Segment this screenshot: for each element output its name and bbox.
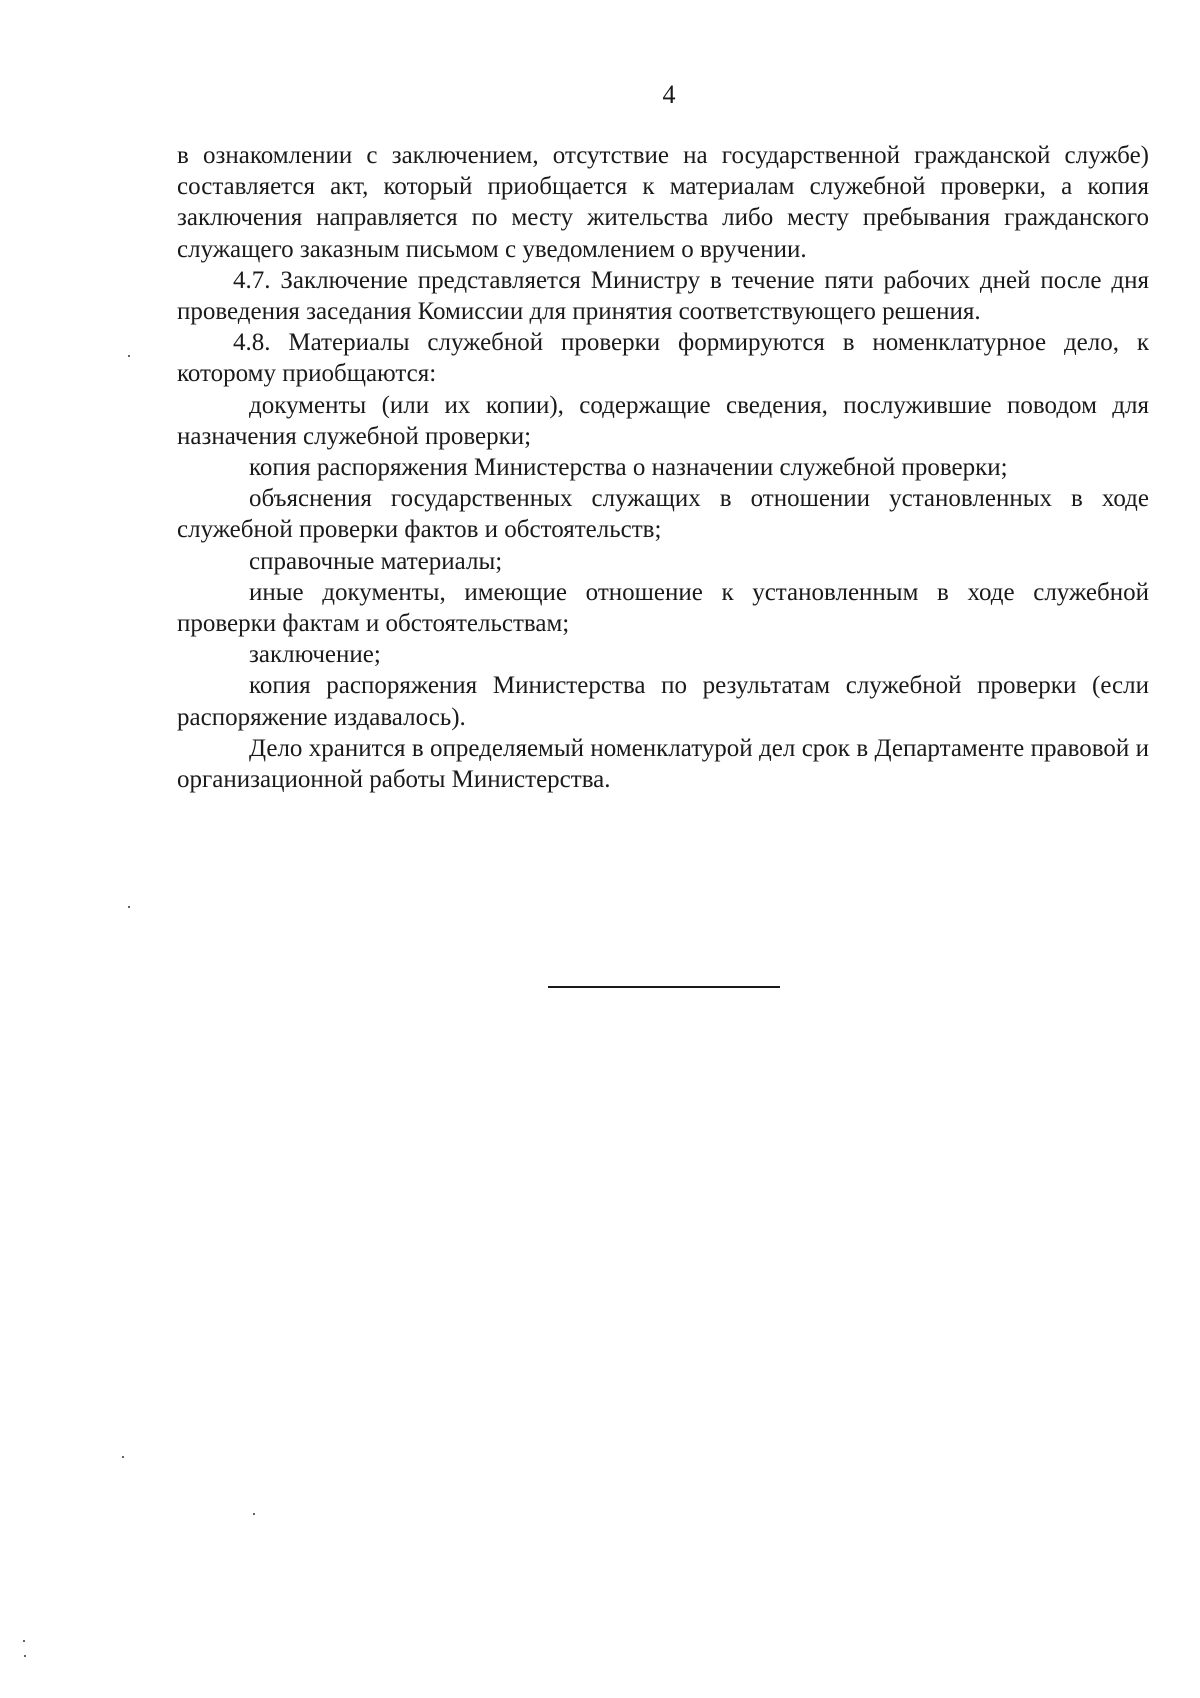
paragraph-continuation: в ознакомлении с заключением, отсутствие на государственной гражданской службе) составляется акт, который приобщается к материалам служебной проверки, а копия заключения направляется по месту жительства либо месту пребывания гражданского служащего заказным письмом с уведомлением о вручении. xyxy=(177,142,1149,263)
scan-speck xyxy=(128,355,130,357)
list-item-explanations: объяснения государственных служащих в отношении установленных в ходе служебной проверки фактов и обстоятельств; xyxy=(177,485,1149,544)
list-item-order-copy: копия распоряжения Министерства о назначении служебной проверки; xyxy=(249,454,1008,482)
paragraph-storage: Дело хранится в определяемый номенклатурой дел срок в Департаменте правовой и организационной работы Министерства. xyxy=(177,734,1149,794)
end-rule-divider xyxy=(548,986,780,988)
paragraph-4-7: 4.7. Заключение представляется Министру в течение пяти рабочих дней после дня проведения заседания Комиссии для принятия соответствующего решения. xyxy=(177,266,1149,326)
list-item-documents: документы (или их копии), содержащие сведения, послужившие поводом для назначения служебной проверки; xyxy=(177,391,1149,450)
scan-speck xyxy=(122,1456,124,1458)
paragraph-4-8: 4.8. Материалы служебной проверки формируются в номенклатурное дело, к которому приобщаются: xyxy=(177,329,1149,388)
scan-speck xyxy=(23,1640,25,1642)
list-item-results-order: копия распоряжения Министерства по результатам служебной проверки (если распоряжение издавалось). xyxy=(177,672,1149,731)
list-item-reference-materials: справочные материалы; xyxy=(249,547,503,575)
scan-speck xyxy=(128,906,130,908)
page-number: 4 xyxy=(662,80,676,109)
list-item-other-documents: иные документы, имеющие отношение к установленным в ходе служебной проверки фактам и обстоятельствам; xyxy=(177,578,1149,638)
scan-speck xyxy=(253,1513,255,1515)
document-body xyxy=(177,140,1149,795)
scan-speck xyxy=(24,1655,26,1657)
list-item-conclusion: заключение; xyxy=(249,641,381,669)
